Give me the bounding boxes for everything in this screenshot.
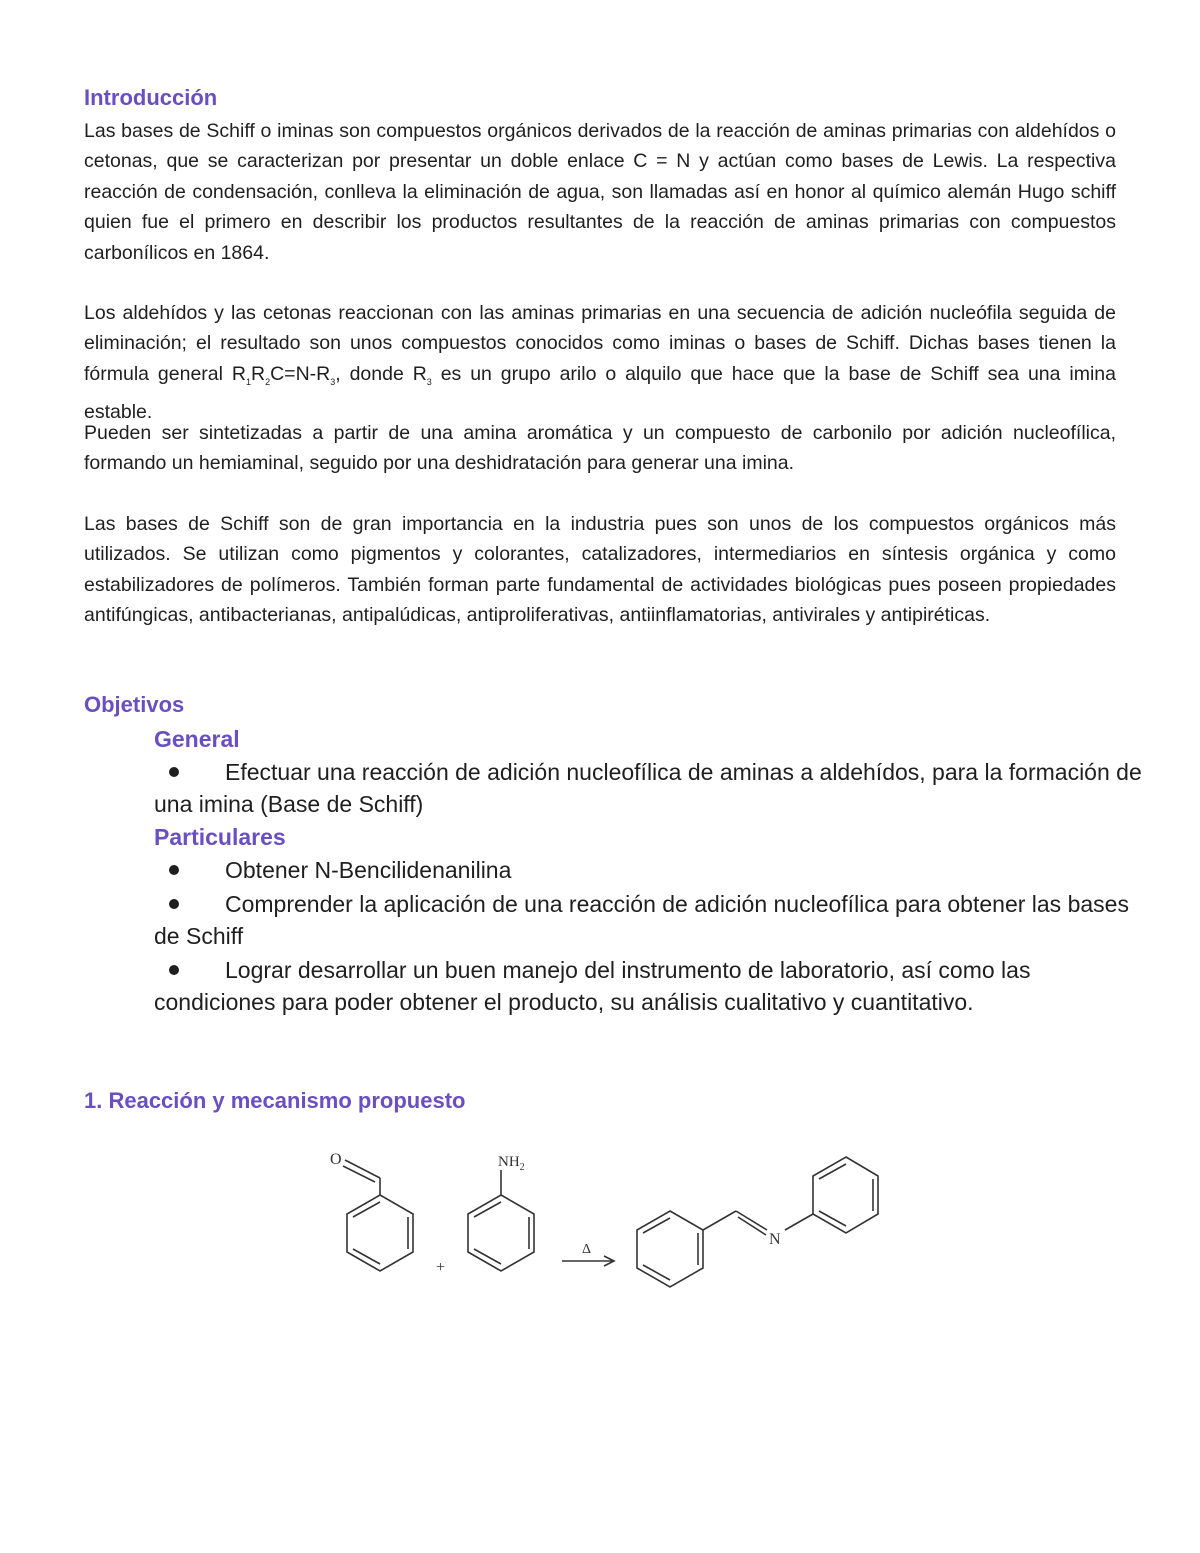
bullet-icon: [169, 767, 179, 777]
plus-sign: +: [436, 1259, 446, 1276]
list-item: Comprender la aplicación de una reacción de adición nucleofílica para obtener las bases de Schiff: [154, 891, 1129, 949]
objetivos-heading: Objetivos: [84, 692, 185, 717]
reaction-scheme: [320, 1140, 900, 1310]
reaccion-heading: 1. Reacción y mecanismo propuesto: [84, 1088, 466, 1113]
intro-paragraph-2: Los aldehídos y las cetonas reaccionan con las aminas primarias en una secuencia de adición nucleófila seguida de eliminación; el resultado son unos compuestos conocidos como iminas o bases de Schiff. Dichas bases tienen la fórmula general $R_1R_2C=N-R_3$, donde $R_3$ es un grupo arilo o alquilo que hace que la base de Schiff sea una imina estable.: [84, 302, 1116, 424]
amine-label: $NH_2$: [498, 1154, 525, 1173]
bullet-icon: [169, 865, 179, 875]
aniline-structure: [468, 1170, 534, 1271]
intro-paragraph-4: Las bases de Schiff son de gran importancia en la industria pues son unos de los compuestos orgánicos más utilizados. Se utilizan como pigmentos y colorantes, catalizadores, intermediarios en síntesis orgánica y como estabilizadores de polímeros. También forman parte fundamental de actividades biológicas pues poseen propiedades antifúngicas, antibacterianas, antipalúdicas, antiproliferativas, antiinflamatorias, antivirales y antipiréticas.: [84, 513, 1116, 627]
list-item: Efectuar una reacción de adición nucleofílica de aminas a aldehídos, para la formación de una imina (Base de Schiff): [154, 759, 1142, 817]
oxygen-label: O: [330, 1151, 342, 1168]
particulares-heading: Particulares: [154, 824, 286, 850]
list-item: Obtener N-Bencilidenanilina: [154, 854, 1144, 886]
delta-label: Δ: [582, 1242, 592, 1257]
nitrogen-label: N: [769, 1231, 781, 1248]
intro-paragraph-1: Las bases de Schiff o iminas son compuestos orgánicos derivados de la reacción de aminas primarias con aldehídos o cetonas, que se caracterizan por presentar un doble enlace C = N y actúan como bases de Lewis. La respectiva reacción de condensación, conlleva la eliminación de agua, son llamadas así en honor al químico alemán Hugo schiff quien fue el primero en describir los productos resultantes de la reacción de aminas primarias con compuestos carbonílicos en 1864.: [84, 120, 1116, 264]
intro-paragraph-3: Pueden ser sintetizadas a partir de una amina aromática y un compuesto de carbonilo por adición nucleofílica, formando un hemiaminal, seguido por una deshidratación para generar una imina.: [84, 422, 1116, 475]
general-heading: General: [154, 726, 240, 752]
product-structure: [637, 1157, 878, 1287]
bullet-icon: [169, 899, 179, 909]
introduccion-heading: Introducción: [84, 85, 218, 110]
benzaldehyde-structure: [343, 1160, 413, 1271]
list-item: Lograr desarrollar un buen manejo del instrumento de laboratorio, así como las condiciones para poder obtener el producto, su análisis cualitativo y cuantitativo.: [154, 957, 1031, 1015]
bullet-icon: [169, 965, 179, 975]
